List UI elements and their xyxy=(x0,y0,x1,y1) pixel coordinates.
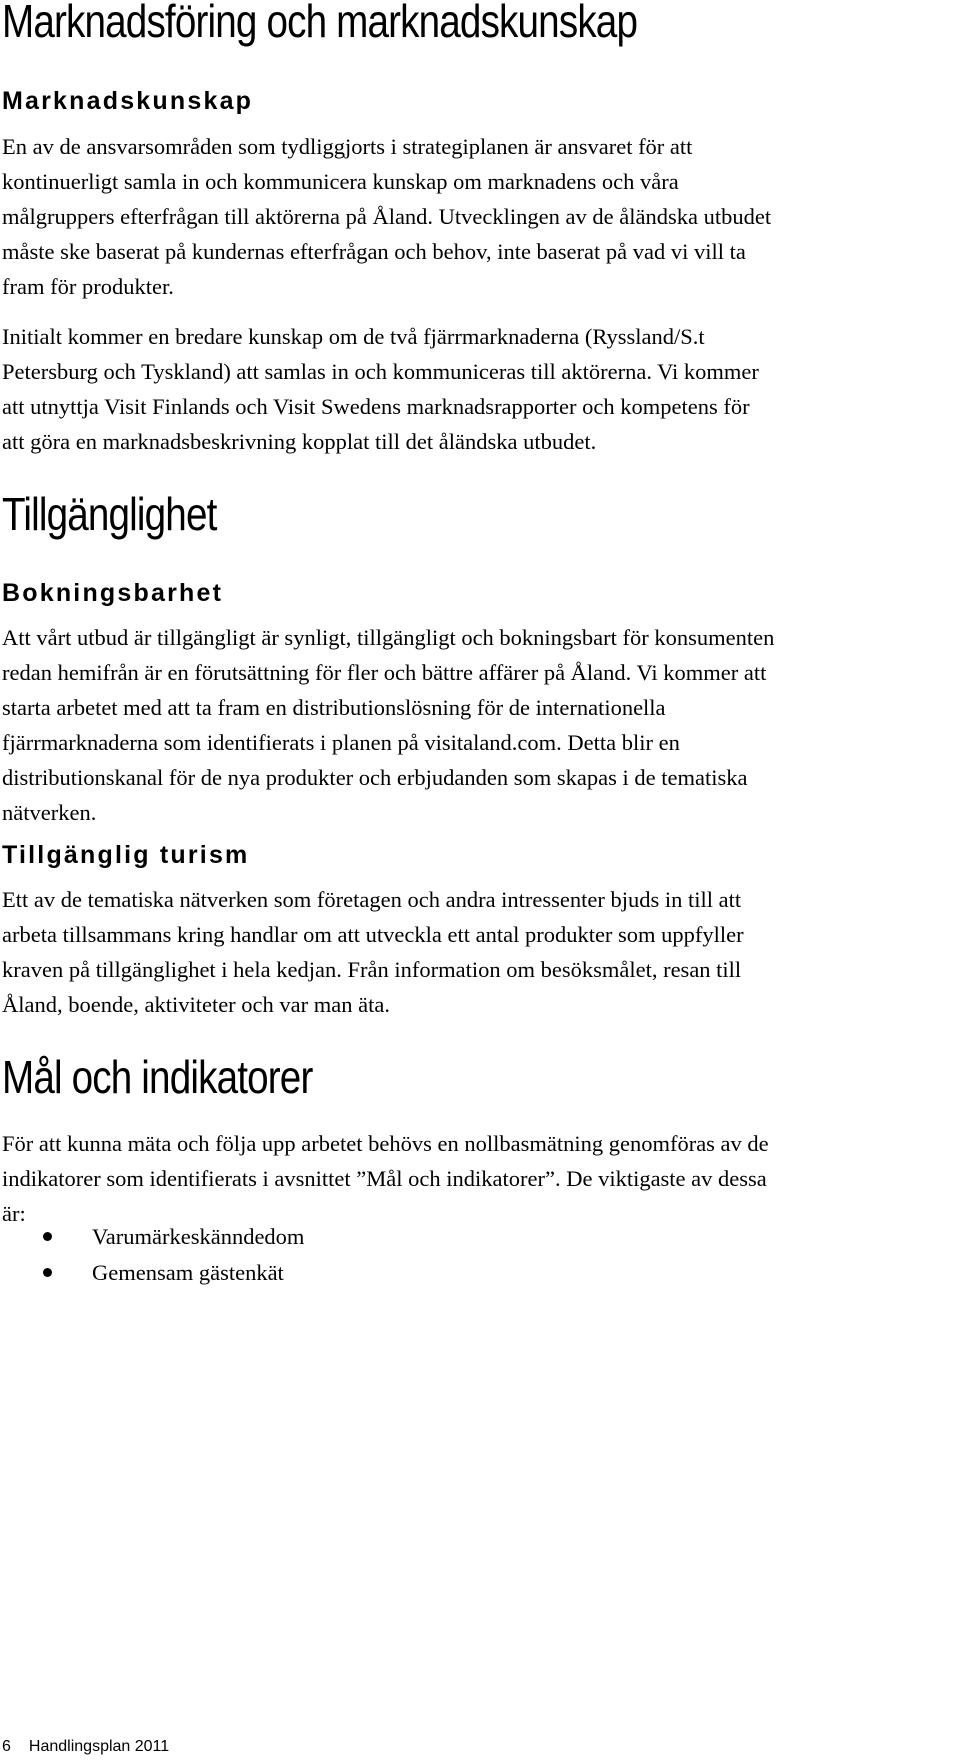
subheading-bokningsbarhet: Bokningsbarhet xyxy=(2,579,224,607)
text-line: Ett av de tematiska nätverken som företagen och andra intressenter bjuds in till att xyxy=(2,887,742,912)
text-line: En av de ansvarsområden som tydliggjorts i strategiplanen är ansvaret för att xyxy=(2,134,693,159)
text-line: nätverken. xyxy=(2,800,97,825)
text-line: målgruppers efterfrågan till aktörerna på Åland. Utvecklingen av de åländska utbudet xyxy=(2,204,772,229)
bullet-icon xyxy=(43,1232,52,1241)
text-line: kontinuerligt samla in och kommunicera kunskap om marknadens och våra xyxy=(2,169,679,194)
paragraph-tillganglig-turism xyxy=(2,882,937,1022)
paragraph-bokningsbarhet xyxy=(2,620,937,830)
text-line: För att kunna mäta och följa upp arbetet behövs en nollbasmätning genomföras av de xyxy=(2,1131,769,1156)
list-item xyxy=(0,1255,304,1291)
list-item xyxy=(0,1219,304,1255)
text-line: måste ske baserat på kundernas efterfrågan och behov, inte baserat på vad vi vill ta xyxy=(2,239,746,264)
subheading-marknadskunskap: Marknadskunskap xyxy=(2,87,254,115)
footer-doc-title: Handlingsplan 2011 xyxy=(28,1738,170,1755)
text-line: arbeta tillsammans kring handlar om att utveckla ett antal produkter som uppfyller xyxy=(2,922,744,947)
bullet-icon xyxy=(43,1268,52,1277)
list-item-label: Gemensam gästenkät xyxy=(92,1260,284,1285)
text-line: indikatorer som identifierats i avsnittet ”Mål och indikatorer”. De viktigaste av dessa xyxy=(2,1166,767,1191)
section-title-mal-och-indikatorer: Mål och indikatorer xyxy=(2,1051,313,1103)
text-line: distributionskanal för de nya produkter och erbjudanden som skapas i de tematiska xyxy=(2,765,748,790)
indicator-list xyxy=(0,1219,304,1291)
text-line: Åland, boende, aktiviteter och var man äta. xyxy=(2,992,390,1017)
page-footer xyxy=(2,1737,169,1757)
text-line: starta arbetet med att ta fram en distributionslösning för de internationella xyxy=(2,695,666,720)
section-title-marknadsforing: Marknadsföring och marknadskunskap xyxy=(2,0,638,47)
text-line: att utnyttja Visit Finlands och Visit Swedens marknadsrapporter och kompetens för xyxy=(2,394,750,419)
subheading-tillganglig-turism: Tillgänglig turism xyxy=(2,841,250,869)
text-line: kraven på tillgänglighet i hela kedjan. Från information om besöksmålet, resan till xyxy=(2,957,742,982)
text-line: fjärrmarknaderna som identifierats i planen på visitaland.com. Detta blir en xyxy=(2,730,680,755)
paragraph-mal-och-indikatorer xyxy=(2,1126,937,1231)
text-line: Initialt kommer en bredare kunskap om de två fjärrmarknaderna (Ryssland/S.t xyxy=(2,324,705,349)
page-number: 6 xyxy=(2,1738,11,1755)
paragraph-marknadskunskap-1 xyxy=(2,129,937,304)
text-line: redan hemifrån är en förutsättning för fler och bättre affärer på Åland. Vi kommer att xyxy=(2,660,767,685)
paragraph-marknadskunskap-2 xyxy=(2,319,937,459)
text-line: Att vårt utbud är tillgängligt är synligt, tillgängligt och bokningsbart för konsumenten xyxy=(2,625,775,650)
text-line: är: xyxy=(2,1201,26,1226)
section-title-tillganglighet: Tillgänglighet xyxy=(2,488,217,540)
text-line: Petersburg och Tyskland) att samlas in och kommuniceras till aktörerna. Vi kommer xyxy=(2,359,759,384)
text-line: att göra en marknadsbeskrivning kopplat till det åländska utbudet. xyxy=(2,429,597,454)
list-item-label: Varumärkeskänndedom xyxy=(92,1224,305,1249)
text-line: fram för produkter. xyxy=(2,274,174,299)
